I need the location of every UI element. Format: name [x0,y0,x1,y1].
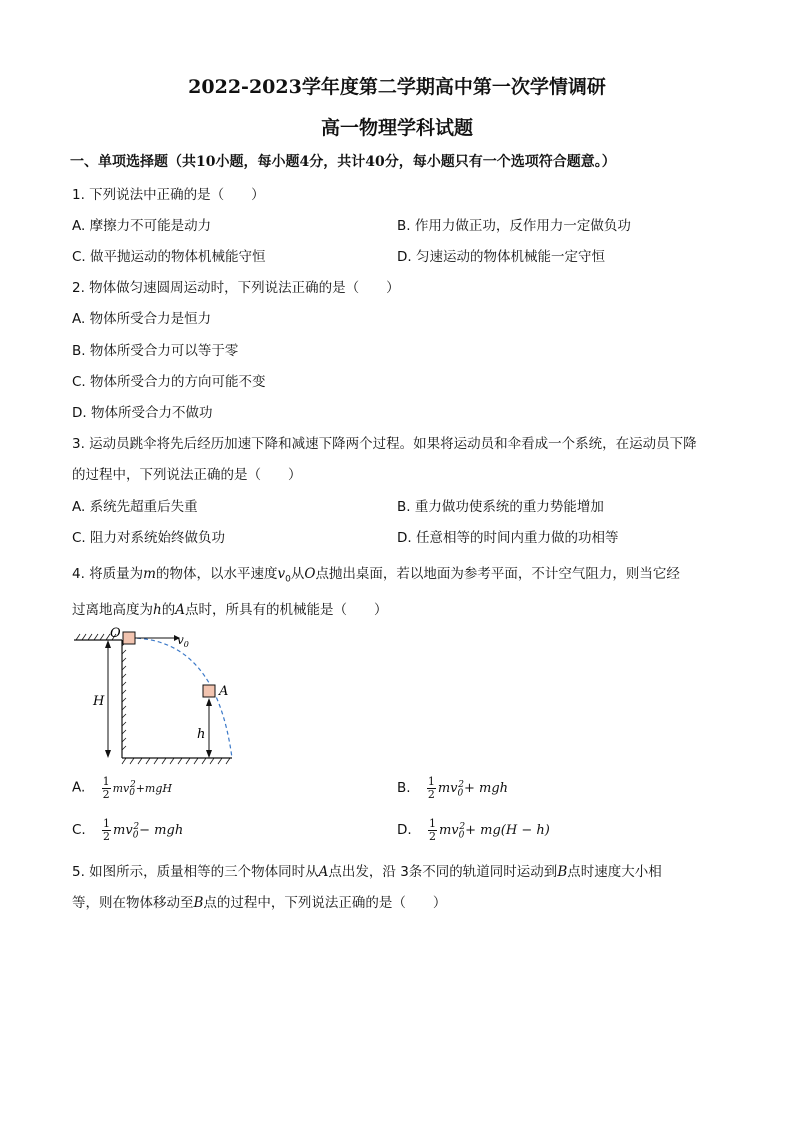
option-letter: D. [397,822,412,838]
term: mv [437,781,458,796]
formula [428,817,550,843]
question-5-stem-line-2 [72,891,446,911]
question-1-option-a: A. 摩擦力不可能是动力 [72,218,212,234]
numerator: 1 [427,775,435,788]
var-m: m [143,566,156,582]
text-fragment: 点出发，沿 3条不同的轨道同时运动到 [328,864,558,880]
option-letter: B. [397,780,411,796]
formula [102,817,184,843]
term: mv [112,781,130,795]
question-1-option-d: D. 匀速运动的物体机械能一定守恒 [397,249,605,265]
var-B: B [193,895,204,911]
text-fragment: 5. 如图所示，质量相等的三个物体同时从 [72,864,319,880]
table-edge-wall [122,640,126,758]
text-fragment: 等，则在物体移动至 [72,895,194,911]
label-h: h [197,727,206,742]
height-H-arrow [105,640,111,758]
question-3-option-d: D. 任意相等的时间内重力做的功相等 [397,530,619,546]
term: mv [113,823,133,838]
velocity-arrow [135,635,180,641]
question-1-option-b: B. 作用力做正功，反作用力一定做负功 [397,218,631,234]
term-tail: + mgh [464,781,509,796]
question-3-stem-line-1: 3. 运动员跳伞将先后经历加速下降和减速下降两个过程。如果将运动员和伞看成一个系统，在运动员下降 [72,436,697,452]
subscript: 0 [132,830,139,841]
question-3-stem-line-2: 的过程中，下列说法正确的是（ ） [72,467,302,483]
question-4-option-b [397,776,508,801]
subscript: 0 [457,788,464,799]
question-3-option-b: B. 重力做功使系统的重力势能增加 [397,499,604,515]
var-h: h [153,602,162,618]
superscript: 2 [458,779,464,790]
question-1-stem: 1. 下列说法中正确的是（ ） [72,187,265,203]
var-A: A [318,864,329,880]
var-A: A [175,602,185,618]
exam-subtitle: 高一物理学科试题 [320,117,473,139]
question-3-option-c: C. 阻力对系统始终做负功 [72,530,226,546]
option-letter: A. [72,779,86,796]
denominator: 2 [428,830,436,843]
formula [427,775,509,801]
ground [122,758,232,764]
option-letter: C. [72,822,86,838]
question-2-option-a: A. 物体所受合力是恒力 [72,311,212,327]
projectile-figure [66,624,246,766]
question-4-stem-line-1 [72,562,680,585]
var-O: O [304,566,316,582]
question-5-stem-line-1 [72,860,662,880]
text-fragment: 的物体，以水平速度 [155,566,278,582]
denominator: 2 [102,788,110,801]
superscript: 2 [459,821,466,832]
text-fragment: 的 [161,602,176,618]
text-fragment: 点的过程中，下列说法正确的是（ ） [203,895,447,911]
numerator: 1 [103,817,111,830]
denominator: 2 [427,788,435,801]
question-2-option-d: D. 物体所受合力不做功 [72,405,213,421]
trajectory-curve [130,638,232,758]
exam-title: 2022-2023学年度第二学期高中第一次学情调研 [188,76,606,98]
text-fragment: 点时速度大小相 [567,864,662,880]
fraction [102,818,111,843]
superscript: 2 [133,821,140,832]
numerator: 1 [428,817,436,830]
question-3-option-a: A. 系统先超重后失重 [72,499,198,515]
var-B: B [557,864,568,880]
text-fragment: 点抛出桌面，若以地面为参考平面，不计空气阻力，则当它经 [315,566,680,582]
var-v0-subscript: 0 [285,574,291,585]
numerator: 1 [102,775,110,788]
term-tail: + mg(H − h) [465,823,550,838]
block-at-O [123,632,135,644]
superscript: 2 [129,779,136,790]
block-at-A [203,685,215,697]
label-v0: $v_0$ [177,633,189,649]
height-h-arrow [206,698,212,758]
question-2-stem: 2. 物体做匀速圆周运动时，下列说法正确的是（ ） [72,280,400,296]
formula [102,775,173,801]
fraction [427,776,436,801]
text-fragment: 4. 将质量为 [72,566,144,582]
subscript: 0 [129,787,135,798]
question-4-option-d [397,818,550,843]
section-heading: 一、单项选择题（共10小题，每小题4分，共计40分，每小题只有一个选项符合题意。） [70,154,616,170]
term: mv [438,823,459,838]
label-O: O [110,626,121,641]
term-tail: +mgH [135,781,173,795]
fraction [428,818,437,843]
fraction [102,776,111,801]
question-4-option-c [72,818,183,843]
term-tail: − mgh [139,823,184,838]
var-v0: v [277,566,286,582]
text-fragment: 点时，所具有的机械能是（ ） [184,602,388,618]
question-2-option-c: C. 物体所受合力的方向可能不变 [72,374,266,390]
question-1-option-c: C. 做平抛运动的物体机械能守恒 [72,249,266,265]
question-2-option-b: B. 物体所受合力可以等于零 [72,343,239,359]
subscript: 0 [458,830,465,841]
text-fragment: 过离地高度为 [72,602,153,618]
denominator: 2 [103,830,111,843]
text-fragment: 从 [290,566,305,582]
question-4-option-a [72,776,172,801]
question-4-stem-line-2 [72,598,387,618]
label-A: A [219,684,229,699]
label-H: H [93,694,105,709]
